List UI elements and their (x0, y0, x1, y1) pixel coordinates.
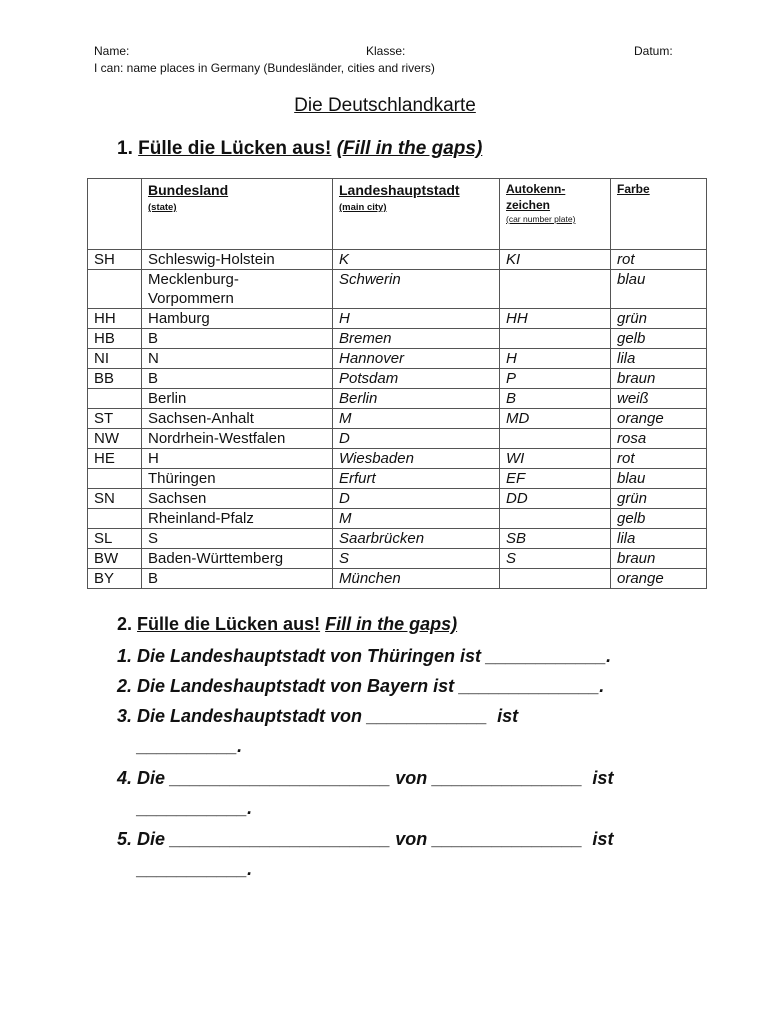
abbr-cell: SL (88, 529, 142, 549)
section-2-number: 2. (117, 614, 133, 634)
abbr-cell: HH (88, 309, 142, 329)
abbr-cell: NW (88, 429, 142, 449)
section-1-number: 1. (117, 138, 133, 159)
section-2-heading (117, 614, 457, 635)
table-row (88, 389, 707, 409)
header-plate-line2: zeichen (506, 198, 551, 212)
state-cell: Schleswig-Holstein (142, 250, 333, 270)
capital-cell: Bremen (333, 329, 500, 349)
header-capital (333, 179, 500, 250)
colour-cell: weiß (611, 389, 707, 409)
abbr-cell (88, 270, 142, 309)
plate-cell: B (500, 389, 611, 409)
plate-cell: DD (500, 489, 611, 509)
colour-cell: braun (611, 369, 707, 389)
colour-cell: gelb (611, 329, 707, 349)
state-cell: Hamburg (142, 309, 333, 329)
capital-cell: Saarbrücken (333, 529, 500, 549)
table-row (88, 250, 707, 270)
colour-cell: grün (611, 309, 707, 329)
header-capital-label: Landeshauptstadt (339, 182, 460, 198)
states-table (87, 178, 707, 589)
section-1-heading (117, 138, 482, 160)
header-bundesland-sub: (state) (148, 202, 177, 213)
section-1-translation: (Fill in the gaps) (336, 138, 483, 159)
table-row (88, 569, 707, 589)
state-cell: B (142, 569, 333, 589)
header-bundesland (142, 179, 333, 250)
abbr-cell (88, 389, 142, 409)
capital-cell: Schwerin (333, 270, 500, 309)
exercise-5-continuation: ___________. (137, 859, 253, 879)
state-cell: Sachsen (142, 489, 333, 509)
exercise-4-continuation: ___________. (137, 798, 253, 818)
abbr-cell: HB (88, 329, 142, 349)
abbr-cell: SH (88, 250, 142, 270)
colour-cell: orange (611, 569, 707, 589)
capital-cell: München (333, 569, 500, 589)
capital-cell: Potsdam (333, 369, 500, 389)
section-1-text: Fülle die Lücken aus! (138, 138, 332, 159)
exercise-4: 4. Die ______________________ von _______________ ist (117, 768, 614, 788)
state-cell: B (142, 369, 333, 389)
table-row (88, 489, 707, 509)
capital-cell: M (333, 509, 500, 529)
colour-cell: blau (611, 270, 707, 309)
page-title: Die Deutschlandkarte (294, 95, 476, 116)
exercise-1: 1. Die Landeshauptstadt von Thüringen ist ____________. (117, 646, 612, 666)
abbr-cell: BB (88, 369, 142, 389)
exercise-5: 5. Die ______________________ von _______________ ist (117, 829, 614, 849)
state-cell: B (142, 329, 333, 349)
capital-cell: Hannover (333, 349, 500, 369)
section-2-translation: Fill in the gaps) (325, 614, 458, 634)
colour-cell: rot (611, 250, 707, 270)
plate-cell: KI (500, 250, 611, 270)
plate-cell (500, 509, 611, 529)
plate-cell (500, 270, 611, 309)
table-row (88, 549, 707, 569)
state-line-1: Mecklenburg- (148, 271, 239, 288)
exercise-2: 2. Die Landeshauptstadt von Bayern ist ______________. (117, 676, 605, 696)
abbr-cell: NI (88, 349, 142, 369)
abbr-cell: HE (88, 449, 142, 469)
table-row (88, 309, 707, 329)
table-row (88, 270, 707, 309)
exercise-3-continuation: __________. (137, 736, 243, 756)
name-label: Name: (94, 44, 130, 58)
plate-cell: EF (500, 469, 611, 489)
exercise-3: 3. Die Landeshauptstadt von ____________ ist (117, 706, 519, 726)
header-abbr-cell (88, 179, 142, 250)
capital-cell: Wiesbaden (333, 449, 500, 469)
state-cell (142, 270, 333, 309)
capital-cell: M (333, 409, 500, 429)
state-cell: Berlin (142, 389, 333, 409)
abbr-cell: BY (88, 569, 142, 589)
colour-cell: gelb (611, 509, 707, 529)
plate-cell (500, 429, 611, 449)
table-row (88, 429, 707, 449)
colour-cell: rosa (611, 429, 707, 449)
state-cell: Thüringen (142, 469, 333, 489)
plate-cell: P (500, 369, 611, 389)
state-line-2: Vorpommern (148, 290, 234, 307)
state-cell: N (142, 349, 333, 369)
header-colour-label: Farbe (617, 182, 650, 196)
table-row (88, 509, 707, 529)
abbr-cell: ST (88, 409, 142, 429)
header-colour (611, 179, 707, 250)
abbr-cell: BW (88, 549, 142, 569)
table-row (88, 349, 707, 369)
colour-cell: blau (611, 469, 707, 489)
capital-cell: K (333, 250, 500, 270)
abbr-cell (88, 469, 142, 489)
colour-cell: rot (611, 449, 707, 469)
capital-cell: S (333, 549, 500, 569)
capital-cell: Erfurt (333, 469, 500, 489)
table-row (88, 529, 707, 549)
can-statement: I can: name places in Germany (Bundesländer, cities and rivers) (94, 61, 435, 75)
state-cell: Baden-Württemberg (142, 549, 333, 569)
plate-cell: SB (500, 529, 611, 549)
table-row (88, 469, 707, 489)
header-plate (500, 179, 611, 250)
header-plate-line1: Autokenn- (506, 182, 566, 196)
plate-cell: MD (500, 409, 611, 429)
plate-cell: S (500, 549, 611, 569)
plate-cell (500, 569, 611, 589)
capital-cell: D (333, 429, 500, 449)
class-label: Klasse: (366, 44, 406, 58)
state-cell: Nordrhein-Westfalen (142, 429, 333, 449)
colour-cell: orange (611, 409, 707, 429)
table-row (88, 449, 707, 469)
state-cell: Sachsen-Anhalt (142, 409, 333, 429)
date-label: Datum: (634, 44, 673, 58)
abbr-cell: SN (88, 489, 142, 509)
table-row (88, 329, 707, 349)
plate-cell (500, 329, 611, 349)
header-capital-sub: (main city) (339, 202, 387, 213)
colour-cell: lila (611, 529, 707, 549)
table-row (88, 369, 707, 389)
table-row (88, 409, 707, 429)
colour-cell: braun (611, 549, 707, 569)
table-header-row (88, 179, 707, 250)
plate-cell: HH (500, 309, 611, 329)
section-2-text: Fülle die Lücken aus! (137, 614, 321, 634)
plate-cell: H (500, 349, 611, 369)
state-cell: S (142, 529, 333, 549)
abbr-cell (88, 509, 142, 529)
colour-cell: grün (611, 489, 707, 509)
capital-cell: H (333, 309, 500, 329)
capital-cell: D (333, 489, 500, 509)
state-cell: Rheinland-Pfalz (142, 509, 333, 529)
colour-cell: lila (611, 349, 707, 369)
header-plate-sub: (car number plate) (506, 214, 576, 224)
state-cell: H (142, 449, 333, 469)
capital-cell: Berlin (333, 389, 500, 409)
header-bundesland-label: Bundesland (148, 182, 229, 198)
plate-cell: WI (500, 449, 611, 469)
